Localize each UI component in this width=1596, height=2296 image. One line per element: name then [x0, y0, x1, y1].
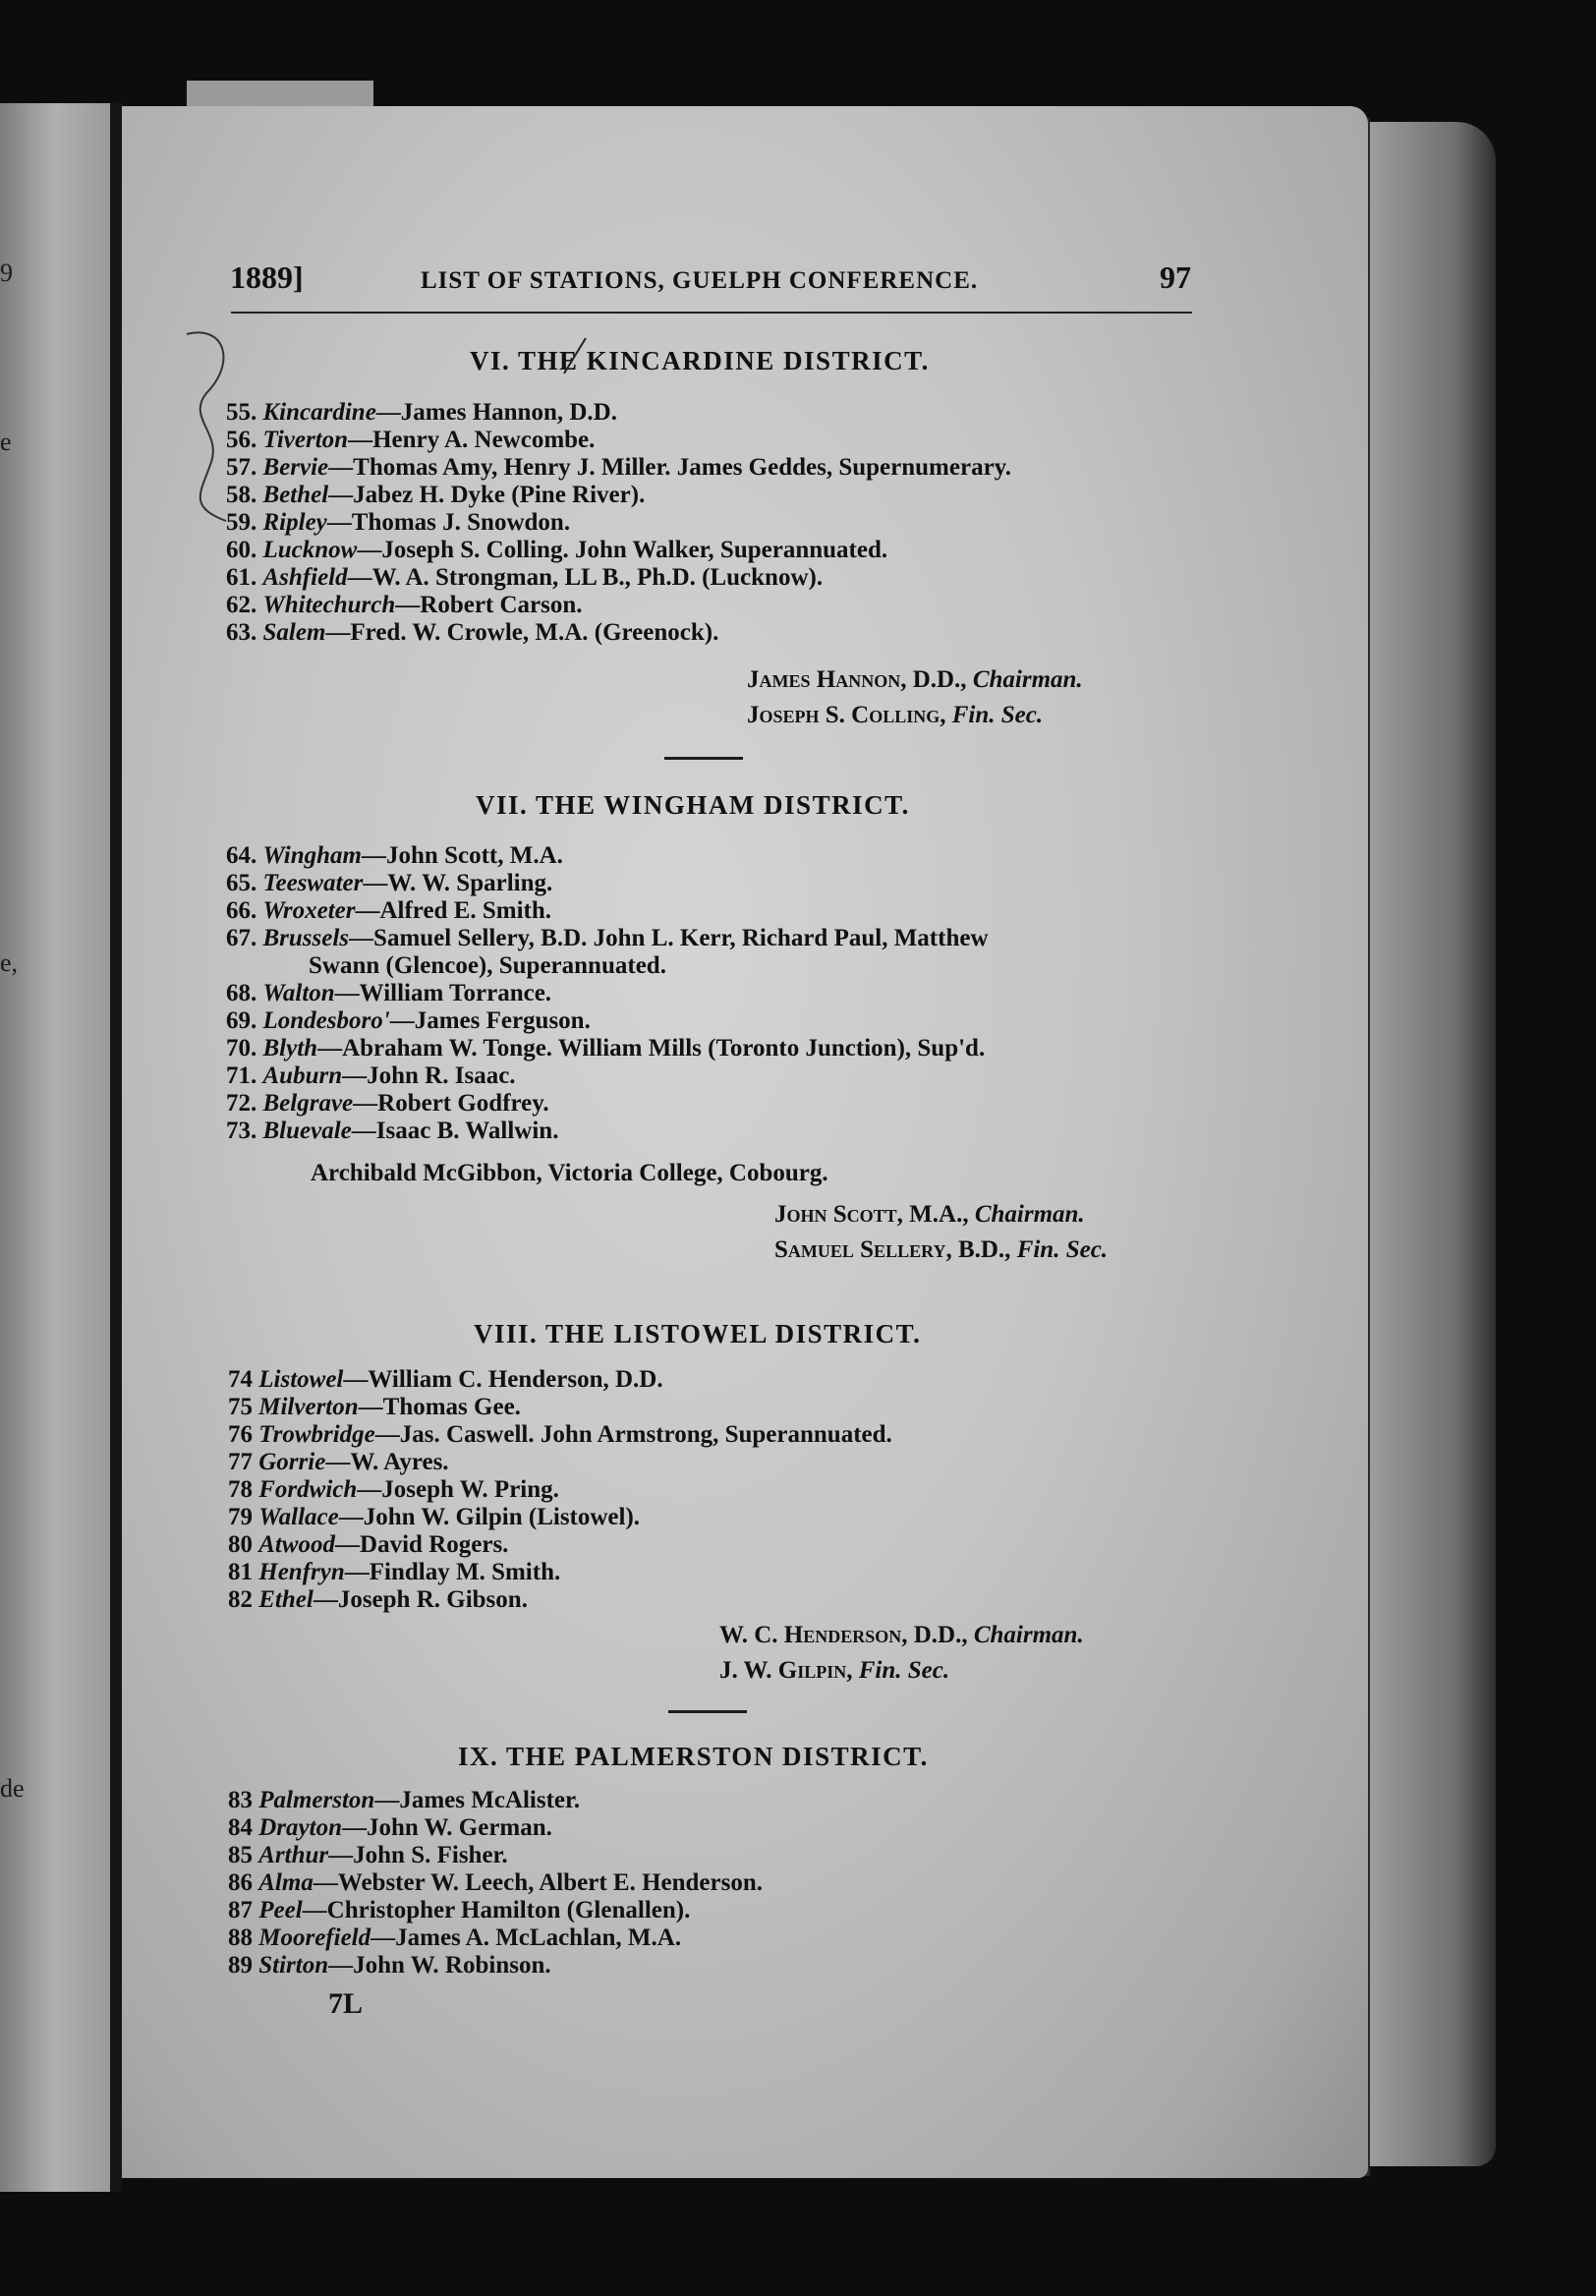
station-entry: 81 Henfryn—Findlay M. Smith. — [228, 1559, 561, 1585]
station-entry: 59. Ripley—Thomas J. Snowdon. — [226, 509, 571, 536]
district-heading: VI. THE KINCARDINE DISTRICT. — [470, 346, 930, 375]
station-entry: 64. Wingham—John Scott, M.A. — [226, 842, 563, 869]
station-entry: 85 Arthur—John S. Fisher. — [228, 1842, 508, 1868]
station-entry: 89 Stirton—John W. Robinson. — [228, 1952, 551, 1979]
district-entry-list — [228, 1787, 763, 1980]
station-entry: 78 Fordwich—Joseph W. Pring. — [228, 1476, 559, 1503]
page-number: 97 — [1160, 259, 1191, 295]
station-entry-continuation: Swann (Glencoe), Superannuated. — [309, 952, 666, 979]
section-separator — [668, 1710, 747, 1713]
station-entry: 77 Gorrie—W. Ayres. — [228, 1449, 449, 1475]
station-entry: 66. Wroxeter—Alfred E. Smith. — [226, 897, 552, 924]
station-entry: 83 Palmerston—James McAlister. — [228, 1787, 581, 1813]
secretary-signature: Joseph S. Colling, Fin. Sec. — [747, 702, 1044, 728]
page-tab — [187, 81, 373, 106]
station-entry: 69. Londesboro'—James Ferguson. — [226, 1007, 591, 1034]
station-entry: 74 Listowel—William C. Henderson, D.D. — [228, 1366, 663, 1393]
left-page-fragment: e, — [0, 948, 19, 977]
station-entry: 80 Atwood—David Rogers. — [228, 1531, 509, 1558]
header-rule — [231, 312, 1192, 314]
district-note: Archibald McGibbon, Victoria College, Cobourg. — [311, 1160, 828, 1186]
district-entry-list — [228, 1366, 892, 1614]
chairman-signature: John Scott, M.A., Chairman. — [774, 1201, 1085, 1228]
district-heading: VIII. THE LISTOWEL DISTRICT. — [474, 1319, 922, 1349]
left-page-fragment: 9 — [0, 258, 13, 287]
station-entry: 60. Lucknow—Joseph S. Colling. John Walker, Superannuated. — [226, 537, 888, 563]
district-heading: IX. THE PALMERSTON DISTRICT. — [458, 1742, 929, 1771]
station-entry: 56. Tiverton—Henry A. Newcombe. — [226, 427, 596, 453]
station-entry: 73. Bluevale—Isaac B. Wallwin. — [226, 1118, 559, 1144]
station-entry: 84 Drayton—John W. German. — [228, 1814, 552, 1841]
chairman-signature: W. C. Henderson, D.D., Chairman. — [719, 1622, 1084, 1648]
header-year: 1889] — [230, 259, 304, 295]
station-entry: 55. Kincardine—James Hannon, D.D. — [226, 399, 617, 426]
station-entry: 82 Ethel—Joseph R. Gibson. — [228, 1586, 528, 1613]
station-entry: 58. Bethel—Jabez H. Dyke (Pine River). — [226, 482, 646, 508]
station-entry: 76 Trowbridge—Jas. Caswell. John Armstrong, Superannuated. — [228, 1421, 892, 1448]
district-entry-list — [226, 399, 1011, 647]
station-entry: 79 Wallace—John W. Gilpin (Listowel). — [228, 1504, 641, 1530]
district-heading: VII. THE WINGHAM DISTRICT. — [476, 790, 910, 820]
signature-mark: 7L — [328, 1987, 364, 2020]
binding-gutter — [110, 103, 122, 2192]
pencil-tick-mark — [560, 334, 590, 383]
station-entry: 71. Auburn—John R. Isaac. — [226, 1062, 516, 1089]
left-page-fragment: de — [0, 1774, 25, 1803]
station-entry: 75 Milverton—Thomas Gee. — [228, 1394, 521, 1420]
station-entry: 67. Brussels—Samuel Sellery, B.D. John L. Kerr, Richard Paul, Matthew — [226, 925, 989, 951]
header-title: LIST OF STATIONS, GUELPH CONFERENCE. — [421, 267, 979, 294]
left-page-strip — [0, 103, 116, 2192]
station-entry: 65. Teeswater—W. W. Sparling. — [226, 870, 553, 896]
station-entry: 87 Peel—Christopher Hamilton (Glenallen). — [228, 1897, 691, 1923]
district-entry-list — [226, 842, 989, 1145]
station-entry: 61. Ashfield—W. A. Strongman, LL B., Ph.D. (Lucknow). — [226, 564, 824, 591]
station-entry: 62. Whitechurch—Robert Carson. — [226, 592, 583, 618]
station-entry: 70. Blyth—Abraham W. Tonge. William Mills (Toronto Junction), Sup'd. — [226, 1035, 986, 1062]
station-entry: 57. Bervie—Thomas Amy, Henry J. Miller. James Geddes, Supernumerary. — [226, 454, 1012, 481]
station-entry: 72. Belgrave—Robert Godfrey. — [226, 1090, 549, 1117]
secretary-signature: Samuel Sellery, B.D., Fin. Sec. — [774, 1236, 1109, 1263]
left-page-fragment: e — [0, 428, 12, 456]
station-entry: 86 Alma—Webster W. Leech, Albert E. Henderson. — [228, 1869, 764, 1896]
pencil-bracket-mark — [167, 324, 246, 531]
secretary-signature: J. W. Gilpin, Fin. Sec. — [719, 1657, 950, 1684]
station-entry: 88 Moorefield—James A. McLachlan, M.A. — [228, 1924, 682, 1951]
chairman-signature: James Hannon, D.D., Chairman. — [747, 666, 1083, 693]
page-edge — [1368, 122, 1496, 2166]
station-entry: 63. Salem—Fred. W. Crowle, M.A. (Greenock). — [226, 619, 719, 646]
station-entry: 68. Walton—William Torrance. — [226, 980, 552, 1006]
section-separator — [664, 757, 743, 760]
